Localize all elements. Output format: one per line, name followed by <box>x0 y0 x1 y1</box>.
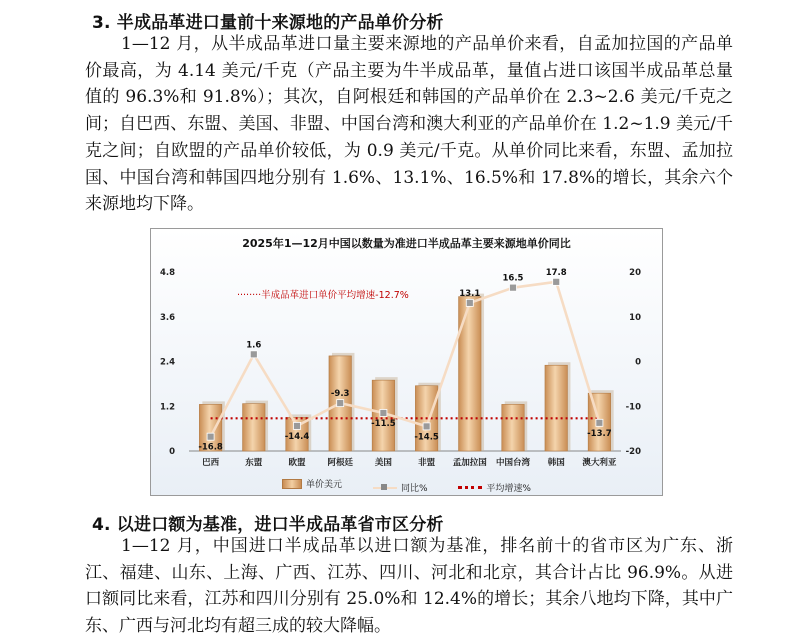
left-axis-tick-label: 0 <box>169 447 175 457</box>
left-axis-tick-label: 3.6 <box>159 312 175 323</box>
yoy-line <box>211 282 600 437</box>
category-label: 韩国 <box>547 458 565 468</box>
yoy-data-label: -16.8 <box>198 442 223 453</box>
right-axis-tick-label: -10 <box>625 402 641 413</box>
avg-growth-annotation: ········半成品革进口单价平均增速-12.7% <box>237 290 409 301</box>
yoy-marker <box>294 422 301 429</box>
category-label: 巴西 <box>202 458 220 468</box>
chart-title: 2025年1—12月中国以数量为准进口半成品革主要来源地单价同比 <box>242 237 571 250</box>
yoy-marker <box>380 409 387 416</box>
yoy-marker <box>207 433 214 440</box>
legend-item-avg: 平均增速% <box>458 481 531 494</box>
yoy-data-label: 17.8 <box>545 267 567 278</box>
yoy-data-label: -14.5 <box>414 432 439 443</box>
right-axis-tick-label: 10 <box>629 312 641 323</box>
section-4-heading: 4. 以进口额为基准，进口半成品革省市区分析 <box>92 515 444 535</box>
category-label: 阿根廷 <box>327 458 353 468</box>
yoy-marker <box>510 284 517 291</box>
bar <box>502 404 524 451</box>
yoy-marker <box>466 299 473 306</box>
legend-item-price: 单价美元 <box>282 477 342 490</box>
bar <box>459 297 481 451</box>
yoy-marker <box>596 419 603 426</box>
left-axis-tick-label: 1.2 <box>159 402 175 413</box>
yoy-data-label: 16.5 <box>502 273 524 284</box>
right-axis-tick-label: -20 <box>625 447 641 457</box>
yoy-marker <box>553 278 560 285</box>
section-4-paragraph: 1—12 月，中国进口半成品革以进口额为基准，排名前十的省市区为广东、浙江、福建、山东、上海、广西、江苏、四川、河北和北京，其合计占比 96.9%。从进口额同比来看，江苏和四川分别有 25.0%和 12.4%的增长；其余八地均下降，其中广东、广西与河北均有超三成的较大降幅。 <box>85 536 733 637</box>
bar <box>545 365 567 451</box>
category-label: 中国台湾 <box>495 458 531 468</box>
category-label: 欧盟 <box>288 458 306 468</box>
bar <box>243 404 265 451</box>
category-label: 美国 <box>374 458 392 468</box>
yoy-data-label: -9.3 <box>330 389 350 400</box>
yoy-data-label: 1.6 <box>246 340 262 351</box>
left-axis-tick-label: 2.4 <box>159 357 175 368</box>
right-axis-tick-label: 0 <box>635 357 641 368</box>
yoy-data-label: -13.7 <box>587 428 612 439</box>
section-3-paragraph: 1—12 月，从半成品革进口量主要来源地的产品单价来看，自孟加拉国的产品单价最高，为 4.14 美元/千克（产品主要为牛半成品革，量值占进口该国半成品革总量值的 96.3%和 91.8%）；其次，自阿根廷和韩国的产品单价在 2.3~2.6 美元/千克之间；自巴西、东盟、美国、非盟、中国台湾和澳大利亚的产品单价在 1.2~1.9 美元/千克之间；自欧盟的产品单价较低，为 0.9 美元/千克。从单价同比来看，东盟、孟加拉国、中国台湾和韩国四地分别有 1.6%、13.1%、16.5%和 17.8%的增长，其余六个来源地均下降。 <box>85 34 733 215</box>
category-label: 东盟 <box>245 458 263 468</box>
yoy-data-label: -14.4 <box>284 431 310 442</box>
category-label: 孟加拉国 <box>452 458 487 468</box>
chart-container <box>150 228 663 496</box>
right-axis-tick-label: 20 <box>629 268 641 278</box>
yoy-marker <box>423 423 430 430</box>
yoy-marker <box>337 400 344 407</box>
category-label: 非盟 <box>418 458 436 468</box>
category-label: 澳大利亚 <box>582 458 617 468</box>
chart-legend <box>151 477 662 494</box>
section-3-heading: 3. 半成品革进口量前十来源地的产品单价分析 <box>92 13 444 33</box>
chart-svg <box>151 229 662 495</box>
legend-item-yoy: 同比% <box>373 481 428 494</box>
yoy-data-label: 13.1 <box>459 288 481 299</box>
yoy-data-label: -11.5 <box>371 418 396 429</box>
left-axis-tick-label: 4.8 <box>159 268 175 278</box>
yoy-marker <box>250 351 257 358</box>
